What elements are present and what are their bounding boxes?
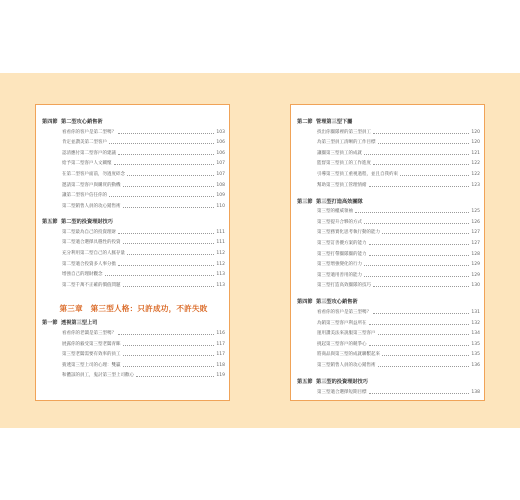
page-number: 129 — [471, 272, 480, 278]
dot-leader — [369, 324, 470, 325]
section-label: 第二節 — [297, 119, 313, 125]
page-number: 120 — [471, 140, 480, 146]
toc-entry — [317, 261, 480, 268]
dot-leader — [369, 255, 470, 256]
entry-title: 第三型適合選擇短期目標 — [317, 389, 367, 395]
dot-leader — [127, 175, 214, 176]
page-number: 110 — [216, 203, 225, 209]
dot-leader — [369, 345, 470, 346]
toc-entry — [317, 320, 480, 327]
page-number: 107 — [216, 161, 225, 167]
toc-entry — [317, 219, 480, 226]
page-number: 121 — [471, 150, 480, 156]
page-number: 132 — [471, 320, 480, 326]
dot-leader — [127, 254, 214, 255]
page-number: 111 — [216, 229, 225, 235]
toc-entry — [62, 129, 225, 136]
page-number: 113 — [216, 282, 225, 288]
entry-title: 第二型最為自己的投資理財 — [62, 229, 116, 235]
page-number: 135 — [471, 341, 480, 347]
entry-title: 第二型適合投資多人事分擔 — [62, 261, 116, 267]
entry-title: 展露你的毅受第三型老闆青睞 — [62, 341, 121, 347]
toc-entry — [317, 389, 480, 396]
entry-title: 第三型訂善優方案的能力 — [317, 240, 367, 246]
section-title: 第三型的投資理財技巧 — [316, 379, 368, 385]
page-number: 117 — [216, 352, 225, 358]
entry-title: 第三型老闆需要有效率的員工 — [62, 352, 121, 358]
entry-title: 增強自己的理財觀念 — [62, 272, 103, 278]
dot-leader — [364, 276, 469, 277]
entry-title: 認清應付第二型客戶的建議 — [62, 150, 116, 156]
dot-leader — [378, 366, 470, 367]
entry-title: 第二型千萬不正確的價值問題 — [62, 282, 121, 288]
section-title: 透視第三型上司 — [61, 320, 98, 327]
toc-entry — [317, 362, 480, 369]
entry-title: 肯定並讚美第二型客戶 — [62, 140, 107, 146]
page-number: 103 — [216, 129, 225, 135]
page-number: 119 — [216, 373, 225, 379]
page-number: 116 — [216, 330, 225, 336]
entry-title: 看看你的客戶是第三型嗎？ — [317, 309, 371, 315]
entry-title: 猜透第三型上司的心理：雙贏 — [62, 362, 121, 368]
toc-entry — [317, 272, 480, 279]
page-number: 136 — [471, 362, 480, 368]
dot-leader — [382, 233, 469, 234]
entry-title: 充分利用第二型自己的人脈存量 — [62, 251, 125, 256]
entry-title: 找出你團隊裡的第三型員工 — [317, 129, 371, 135]
toc-entry — [62, 229, 225, 236]
section-title: 第二型攻心銷售術 — [61, 119, 103, 125]
dot-leader — [123, 243, 215, 244]
dot-leader — [123, 345, 215, 346]
entry-title: 挑起第三型客戶的競爭心 — [317, 341, 367, 347]
toc-entry — [317, 330, 480, 337]
dot-leader — [123, 355, 215, 356]
page-number: 128 — [471, 251, 480, 257]
toc-entry — [317, 150, 480, 157]
entry-title: 第二型適合選擇具穩性的投資 — [62, 240, 121, 246]
dot-leader — [369, 393, 470, 394]
entry-title: 第三型適用善用的能力 — [317, 272, 362, 278]
section-title: 管理第三型下屬 — [316, 119, 353, 125]
section-label: 第四節 — [42, 119, 58, 125]
toc-entry — [62, 160, 225, 167]
page-number: 130 — [471, 283, 480, 289]
page-number: 112 — [216, 251, 225, 256]
page-number: 129 — [471, 262, 480, 268]
page-number: 106 — [216, 140, 225, 146]
page-number: 125 — [471, 209, 480, 215]
toc-page-left — [35, 104, 230, 401]
dot-leader — [123, 207, 215, 208]
dot-leader — [373, 164, 469, 165]
entry-title: 看看你的老闆是第三型嗎？ — [62, 330, 116, 336]
section-title: 第三型攻心銷售術 — [316, 299, 358, 306]
section-label: 第三節 — [297, 198, 313, 205]
entry-title: 邀請第二型客戶與購買的動機 — [62, 182, 121, 188]
section-label: 第五節 — [297, 379, 313, 385]
dot-leader — [118, 265, 214, 266]
toc-entry — [62, 250, 225, 257]
entry-title: 第三型打造高效團隊的技巧 — [317, 283, 371, 289]
section-title: 第二型的投資理財技巧 — [61, 219, 113, 226]
entry-title: 第三型務實化思考執行動的能力 — [317, 230, 380, 236]
dot-leader — [118, 133, 214, 134]
entry-title: 第三型增強變化的行力 — [317, 262, 362, 268]
dot-leader — [364, 223, 469, 224]
section-heading — [42, 218, 113, 226]
section-heading — [42, 118, 103, 126]
toc-entry — [62, 150, 225, 157]
dot-leader — [123, 286, 215, 287]
toc-entry — [317, 171, 480, 178]
entry-title: 第二型銷售人員的攻心銷售術 — [62, 203, 121, 209]
page-number: 135 — [471, 352, 480, 358]
toc-entry — [62, 139, 225, 146]
entry-title: 幫助第三型員工管理情緒 — [317, 182, 367, 188]
dot-leader — [118, 154, 214, 155]
dot-leader — [369, 186, 470, 187]
section-label: 第四節 — [297, 299, 313, 306]
page-number: 117 — [216, 341, 225, 347]
toc-entry — [317, 309, 480, 316]
entry-title: 第三型銷售人員的攻心銷售術 — [317, 362, 376, 368]
dot-leader — [109, 143, 214, 144]
dot-leader — [123, 366, 215, 367]
dot-leader — [400, 175, 469, 176]
toc-entry — [62, 362, 225, 369]
page-number: 138 — [471, 389, 480, 395]
section-heading — [297, 118, 352, 126]
page-number: 118 — [216, 362, 225, 368]
toc-entry — [62, 282, 225, 289]
toc-entry — [317, 160, 480, 167]
dot-leader — [355, 212, 469, 213]
page-number: 112 — [216, 261, 225, 267]
toc-entry — [317, 351, 480, 358]
page-number: 109 — [216, 193, 225, 199]
entry-title: 為第三型員工清晰的工作目標 — [317, 140, 376, 146]
toc-entry — [317, 341, 480, 348]
dot-leader — [105, 275, 215, 276]
entry-title: 讓團第三型員工的成就 — [317, 150, 362, 156]
entry-title: 監督第三型員工的工作進度 — [317, 161, 371, 167]
toc-entry — [317, 182, 480, 189]
page-number: 107 — [216, 171, 225, 177]
toc-entry — [317, 208, 480, 215]
dot-leader — [364, 154, 469, 155]
section-heading — [297, 198, 363, 206]
dot-leader — [109, 196, 214, 197]
page-number: 113 — [216, 272, 225, 278]
toc-entry — [62, 341, 225, 348]
toc-entry — [317, 129, 480, 136]
entry-title: 運用讚美法來說服第三型客戶 — [317, 331, 376, 337]
toc-entry — [62, 182, 225, 189]
dot-leader — [378, 334, 470, 335]
page-number: 122 — [471, 161, 480, 167]
page-number: 108 — [216, 182, 225, 188]
toc-page-right — [290, 104, 485, 401]
dot-leader — [114, 164, 215, 165]
dot-leader — [369, 244, 470, 245]
page-number: 106 — [216, 150, 225, 156]
section-title: 第三型打造高效團隊 — [316, 198, 363, 205]
entry-title: 讓第二型客戶信任你的 — [62, 193, 107, 199]
dot-leader — [378, 143, 470, 144]
dot-leader — [136, 376, 214, 377]
toc-entry — [62, 330, 225, 337]
page-number: 126 — [471, 219, 480, 225]
page-number: 134 — [471, 331, 480, 337]
page-number: 123 — [471, 182, 480, 188]
dot-leader — [373, 286, 469, 287]
entry-title: 為銷第三型客戶利益所在 — [317, 320, 367, 326]
dot-leader — [364, 265, 469, 266]
entry-title: 在第二型客戶面前，勿過度碎念 — [62, 171, 125, 177]
entry-title: 第三型提升合夥的方式 — [317, 219, 362, 225]
toc-entry — [317, 139, 480, 146]
section-heading — [297, 378, 368, 386]
toc-entry — [62, 239, 225, 246]
toc-entry — [62, 372, 225, 379]
entry-title: 和體諒的員工，鬼討第三型上司歡心 — [62, 373, 134, 379]
dot-leader — [373, 313, 469, 314]
toc-entry — [62, 203, 225, 210]
page-number: 122 — [471, 171, 480, 177]
section-heading — [297, 298, 358, 306]
entry-title: 看看你的客戶是第二型嗎？ — [62, 129, 116, 135]
toc-entry — [317, 282, 480, 289]
page-number: 131 — [471, 309, 480, 315]
toc-entry — [317, 240, 480, 247]
page-number: 127 — [471, 240, 480, 246]
section-heading — [42, 319, 97, 327]
page-number: 127 — [471, 230, 480, 236]
entry-title: 第三型的權威領袖 — [317, 209, 353, 215]
dot-leader — [382, 355, 469, 356]
entry-title: 將商品與第三型的成就聯繫起來 — [317, 352, 380, 358]
toc-entry — [317, 251, 480, 258]
toc-entry — [62, 171, 225, 178]
toc-entry — [317, 229, 480, 236]
toc-entry — [62, 261, 225, 268]
section-label: 第五節 — [42, 219, 58, 226]
toc-entry — [62, 351, 225, 358]
page-number: 120 — [471, 129, 480, 135]
dot-leader — [123, 186, 215, 187]
section-label: 第一節 — [42, 320, 58, 327]
toc-entry — [62, 192, 225, 199]
dot-leader — [373, 133, 469, 134]
page-number: 111 — [216, 240, 225, 246]
entry-title: 給予第二型客戶人文關懷 — [62, 161, 112, 167]
entry-title: 第三型打帶團隊團的能力 — [317, 251, 367, 257]
toc-entry — [62, 271, 225, 278]
dot-leader — [118, 334, 214, 335]
entry-title: 引導第三型員工重視過程，並且自我約束 — [317, 171, 398, 177]
chapter-heading: 第三章 第三型人格：只許成功，不許失敗 — [59, 304, 208, 314]
dot-leader — [118, 233, 214, 234]
